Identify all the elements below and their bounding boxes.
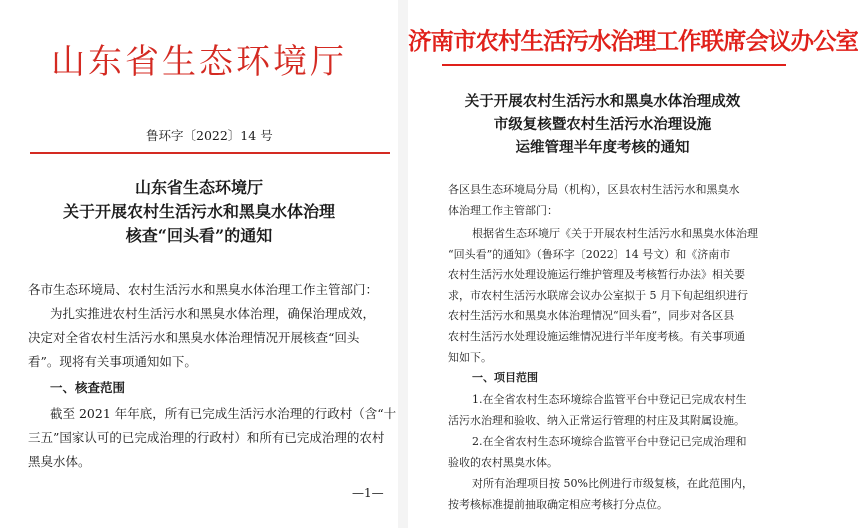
red-divider-line <box>30 152 390 154</box>
section-heading: 一、核查范围 <box>50 380 126 395</box>
document-number: 鲁环字〔2022〕14 号 <box>146 128 273 143</box>
document-title <box>0 176 398 248</box>
page-number: —1— <box>352 486 384 500</box>
page-gap <box>398 0 408 528</box>
review-paragraph: 对所有治理项目按 50%比例进行市级复核，在此范围内， 按考核标准提前抽取确定相应考核打分点位。 <box>448 477 753 511</box>
title-line: 核查“回头看”的通知 <box>125 226 273 245</box>
section-heading: 一、项目范围 <box>472 371 538 384</box>
issuing-authority-header: 山东省生态环境厅 <box>51 42 347 82</box>
scope-item-2: 2.在全省农村生态环境综合监管平台中登记已完成治理和 验收的农村黑臭水体。 <box>448 435 747 469</box>
red-divider-line <box>442 64 786 66</box>
scope-item-1: 1.在全省农村生态环境综合监管平台中登记已完成农村生 活污水治理和验收、纳入正常运行管理的村庄及其附属设施。 <box>448 393 747 427</box>
issuing-authority-header: 济南市农村生活污水治理工作联席会议办公室 <box>408 27 858 55</box>
title-line: 市级复核暨农村生活污水治理设施 <box>493 116 712 133</box>
right-document-page <box>408 0 858 528</box>
title-line: 山东省生态环境厅 <box>134 178 263 197</box>
document-title <box>408 90 797 159</box>
addressee: 各市生态环境局、农村生活污水和黑臭水体治理工作主管部门： <box>28 282 379 297</box>
scope-paragraph: 截至 2021 年年底，所有已完成生活污水治理的行政村（含“十 三五”国家认可的已完成治理的行政村）和所有已完成治理的农村 黑臭水体。 <box>28 406 397 469</box>
title-line: 关于开展农村生活污水和黑臭水体治理 <box>62 202 335 221</box>
title-line: 运维管理半年度考核的通知 <box>515 139 690 156</box>
addressee: 各区县生态环境局分局（机构），区县农村生活污水和黑臭水 体治理工作主管部门： <box>448 183 740 217</box>
left-document-page <box>0 0 398 528</box>
title-line: 关于开展农村生活污水和黑臭水体治理成效 <box>464 93 741 110</box>
intro-paragraph: 根据省生态环境厅《关于开展农村生活污水和黑臭水体治理 “回头看”的通知》（鲁环字〔2022〕14 号文）和《济南市 农村生活污水处理设施运行维护管理及考核暂行办法》相关要 求，市农村生活污水联席会议办公室拟于 5 月下旬起组织进行 农村生活污水和黑臭水体治理情况“回头看”，同步对各区县 农村生活污水处理设施运维情况进行半年度考核。有关事项通 知如下。 <box>448 227 758 364</box>
intro-paragraph: 为扎实推进农村生活污水和黑臭水体治理，确保治理成效， 决定对全省农村生活污水和黑臭水体治理情况开展核查“回头 看”。现将有关事项通知如下。 <box>28 306 376 369</box>
